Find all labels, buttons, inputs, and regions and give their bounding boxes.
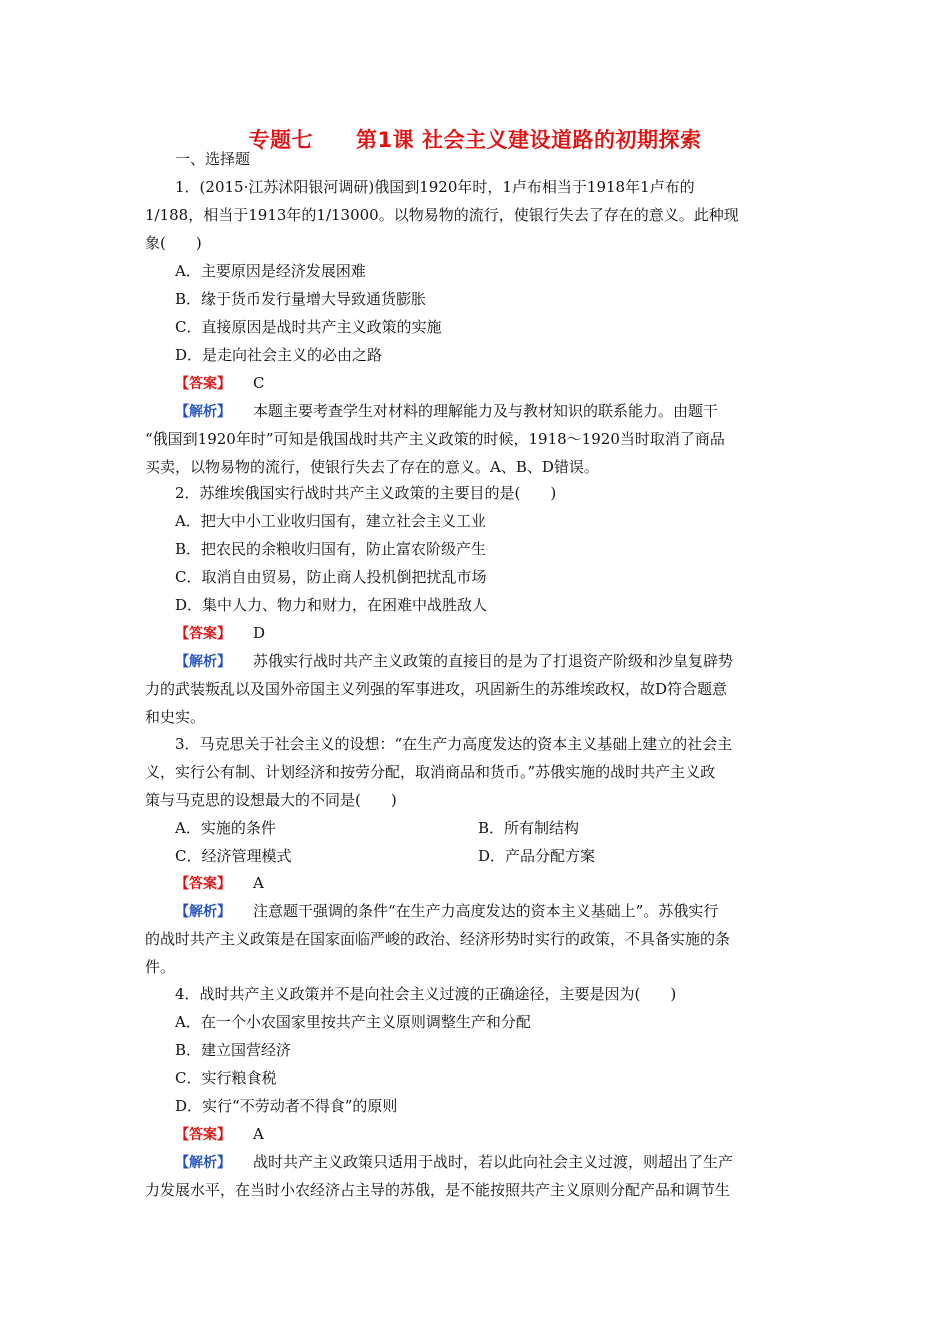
q4-stem-line-1: 4．战时共产主义政策并不是向社会主义过渡的正确途径，主要是因为( ) [175,985,677,1003]
q1-explanation-line-2: “俄国到1920年时”可知是俄国战时共产主义政策的时候，1918～1920当时取消了商品 [145,430,725,448]
q3-option-c: C．经济管理模式 [175,847,292,865]
answer-label: 【答案】 [175,376,231,392]
answer-label: 【答案】 [175,1127,231,1143]
q1-stem-line-2: 1/188，相当于1913年的1/13000。以物易物的流行，使银行失去了存在的意义。此种现 [145,206,739,224]
q1-explanation-line-3: 买卖，以物易物的流行，使银行失去了存在的意义。A、B、D错误。 [145,458,599,476]
q2-option-a: A．把大中小工业收归国有，建立社会主义工业 [175,512,486,530]
q3-option-d: D．产品分配方案 [478,847,596,865]
q3-option-a: A．实施的条件 [175,819,276,837]
q4-answer: A [253,1125,264,1143]
explanation-label: 【解析】 [175,904,231,920]
q2-option-b: B．把农民的余粮收归国有，防止富农阶级产生 [175,540,487,558]
q3-explanation-row [175,900,810,923]
q3-explanation-line-2: 的战时共产主义政策是在国家面临严峻的政治、经济形势时实行的政策，不具备实施的条 [145,930,731,948]
q1-answer-row [175,372,810,395]
page-title: 专题七 第1课 社会主义建设道路的初期探索 [248,128,702,152]
q3-stem-line-3: 策与马克思的设想最大的不同是( ) [145,791,397,809]
q1-option-c: C．直接原因是战时共产主义政策的实施 [175,318,442,336]
q1-option-a: A．主要原因是经济发展困难 [175,262,366,280]
q3-stem-line-2: 义，实行公有制、计划经济和按劳分配，取消商品和货币。”苏俄实施的战时共产主义政 [145,763,716,781]
q4-explanation-line-2: 力发展水平，在当时小农经济占主导的苏俄，是不能按照共产主义原则分配产品和调节生 [145,1181,731,1199]
q3-explanation-line-1: 注意题干强调的条件“在生产力高度发达的资本主义基础上”。苏俄实行 [253,902,719,920]
q3-explanation-line-3: 件。 [145,958,176,976]
q1-stem-line-3: 象( ) [145,234,202,252]
q2-option-d: D．集中人力、物力和财力，在困难中战胜敌人 [175,596,488,614]
q4-option-c: C．实行粮食税 [175,1069,277,1087]
q1-answer: C [253,374,265,392]
q2-answer-row [175,622,810,645]
q3-option-b: B．所有制结构 [478,819,580,837]
q1-explanation-row [175,400,810,423]
explanation-label: 【解析】 [175,404,231,420]
q3-answer: A [253,874,264,892]
q1-stem-line-1: 1．(2015·江苏沭阳银河调研)俄国到1920年时，1卢布相当于1918年1卢布的 [175,178,695,196]
q2-option-c: C．取消自由贸易，防止商人投机倒把扰乱市场 [175,568,487,586]
q1-option-d: D．是走向社会主义的必由之路 [175,346,383,364]
explanation-label: 【解析】 [175,654,231,670]
section-heading: 一、选择题 [175,150,251,168]
q4-answer-row [175,1123,810,1146]
q2-explanation-row [175,650,810,673]
q2-stem-line-1: 2．苏维埃俄国实行战时共产主义政策的主要目的是( ) [175,484,557,502]
q3-answer-row [175,872,810,895]
q2-explanation-line-3: 和史实。 [145,708,206,726]
explanation-label: 【解析】 [175,1155,231,1171]
q1-explanation-line-1: 本题主要考查学生对材料的理解能力及与教材知识的联系能力。由题干 [253,402,719,420]
answer-label: 【答案】 [175,876,231,892]
q1-option-b: B．缘于货币发行量增大导致通货膨胀 [175,290,427,308]
answer-label: 【答案】 [175,626,231,642]
q4-explanation-line-1: 战时共产主义政策只适用于战时，若以此向社会主义过渡，则超出了生产 [253,1153,734,1171]
q4-option-d: D．实行“不劳动者不得食”的原则 [175,1097,398,1115]
q3-stem-line-1: 3．马克思关于社会主义的设想：“在生产力高度发达的资本主义基础上建立的社会主 [175,735,733,753]
q4-option-a: A．在一个小农国家里按共产主义原则调整生产和分配 [175,1013,531,1031]
q2-answer: D [253,624,266,642]
q2-explanation-line-2: 力的武装叛乱以及国外帝国主义列强的军事进攻，巩固新生的苏维埃政权，故D符合题意 [145,680,728,698]
q2-explanation-line-1: 苏俄实行战时共产主义政策的直接目的是为了打退资产阶级和沙皇复辟势 [253,652,734,670]
q4-explanation-row [175,1151,810,1174]
q4-option-b: B．建立国营经济 [175,1041,292,1059]
